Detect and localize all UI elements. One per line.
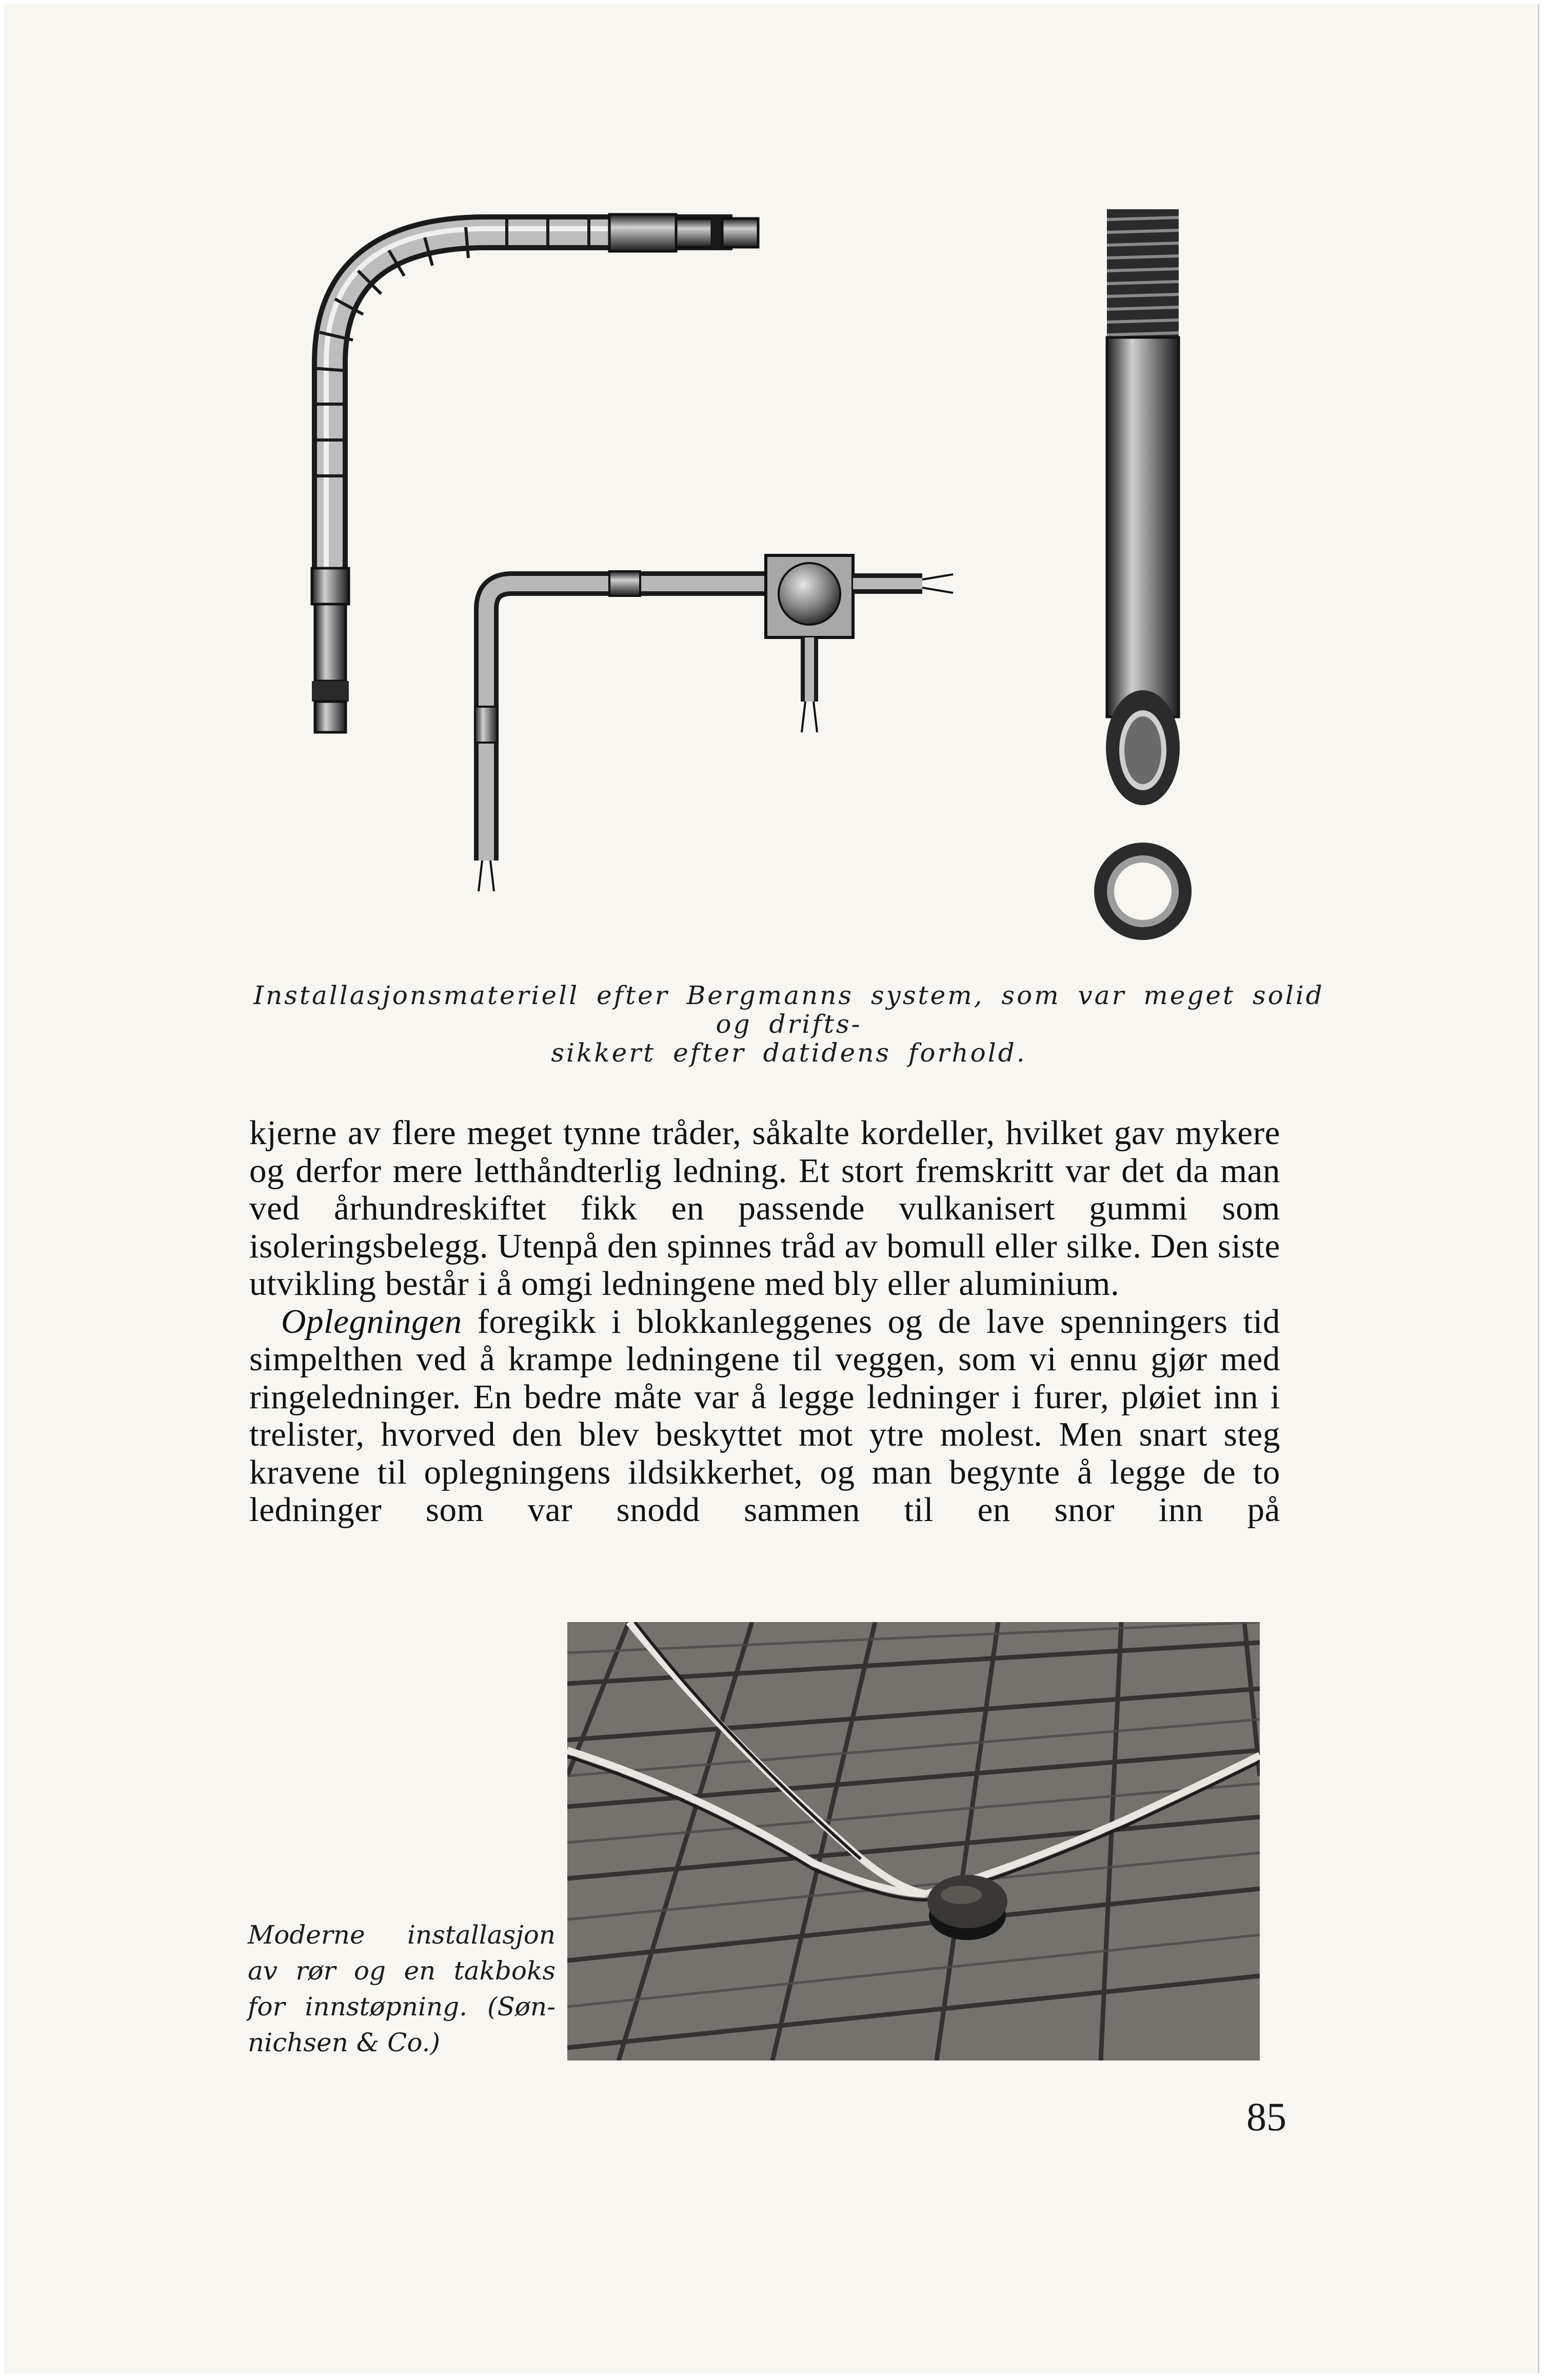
paragraph-2 — [249, 1303, 1280, 1529]
installation-photo — [567, 1622, 1260, 2061]
paragraph-1: kjerne av flere meget tynne tråder, såkalte kordeller, hvilket gav mykere og derfor mere letthåndterlig ledning. Et stort fremskritt var det da man ved århundreskiftet fikk en passende vulkanisert gummi som isoleringsbelegg. Utenpå den spinnes tråd av bomull eller silke. Den siste utvikling består i å omgi ledningene med bly eller aluminium. — [249, 1114, 1280, 1303]
figure-caption-line2: sikkert efter datidens forhold. — [551, 1038, 1027, 1068]
paragraph-2-text: foregikk i blokkanleggenes og de lave spenningers tid simpelthen ved å krampe ledningene til veggen, som vi ennu gjør med ringeledninger. En bedre måte var å legge ledninger i furer, pløiet inn i trelister, hvorved den blev beskyttet mot ytre molest. Men snart steg kravene til oplegningens ildsikkerhet, og man begynte å legge de to ledninger som var snodd sammen til en snor inn på — [249, 1302, 1280, 1529]
figure-caption-line1: Installasjonsmateriell efter Bergmanns system, som var meget solid og drifts- — [253, 981, 1324, 1039]
installation-materials-illustration — [291, 209, 1266, 968]
book-page — [4, 4, 1539, 2373]
threaded-tube — [1106, 209, 1180, 805]
figure-caption — [245, 981, 1333, 1067]
photo-caption-line2: av rør og en takboks — [248, 1956, 556, 1986]
photo-caption-line4: nichsen & Co.) — [248, 2028, 441, 2057]
paragraph-2-italic-term: Oplegningen — [281, 1302, 462, 1341]
tube-ring — [1094, 843, 1192, 940]
photo-caption-line1: Moderne installasjon — [248, 1920, 556, 1950]
page-number: 85 — [1246, 2094, 1286, 2139]
photo-caption-line3: for innstøpning. (Søn- — [248, 1992, 556, 2022]
photo-caption — [248, 1917, 556, 2061]
body-text — [249, 1114, 1280, 1529]
